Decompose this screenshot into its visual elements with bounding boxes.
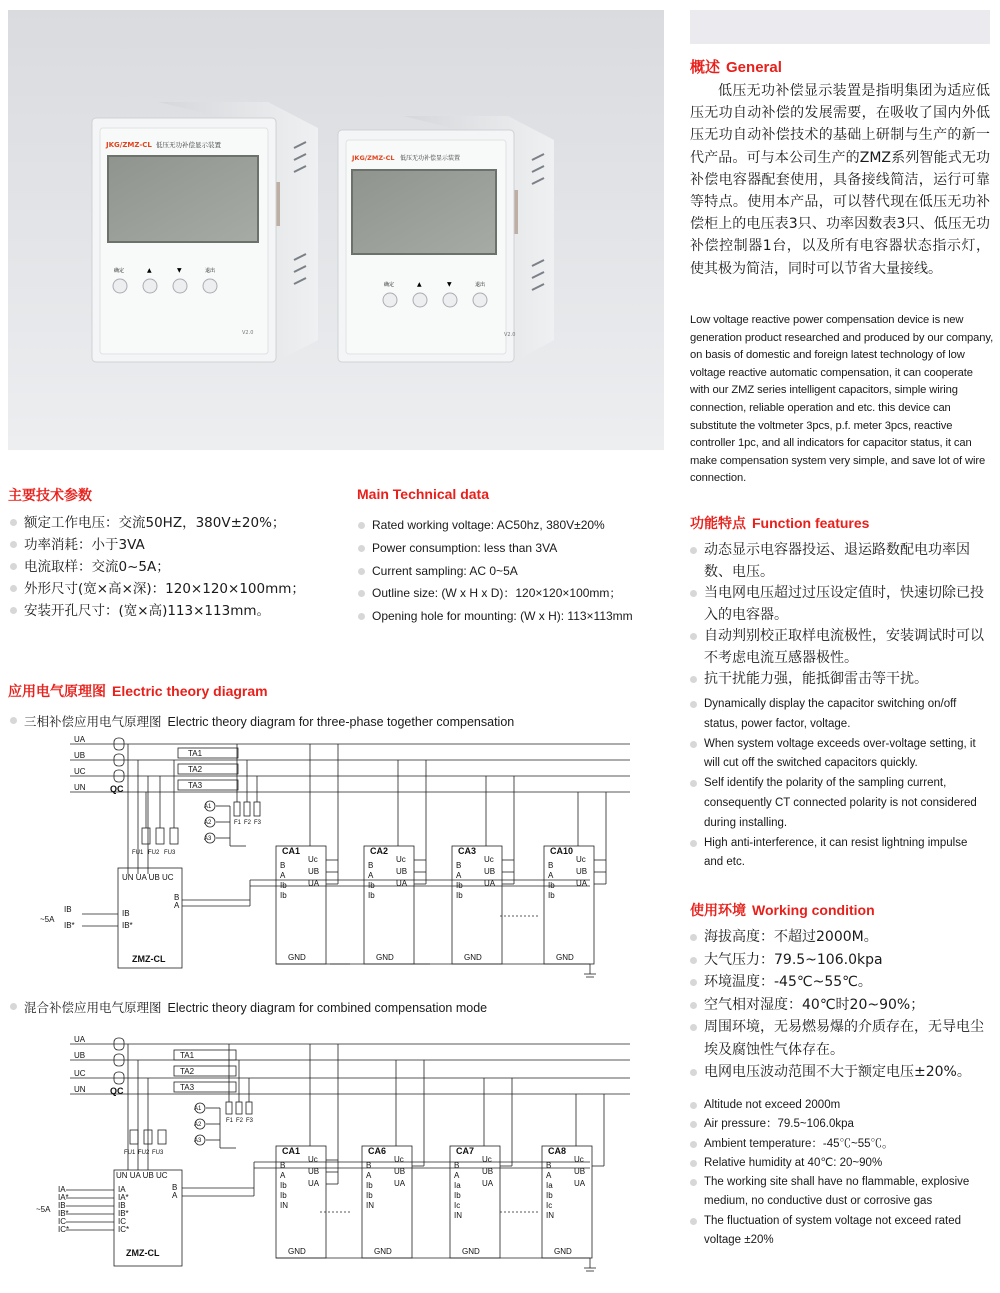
svg-text:IB*: IB* (122, 921, 133, 930)
list-item: 额定工作电压：交流50HZ，380V±20%； (8, 512, 348, 534)
svg-text:B: B (548, 861, 554, 870)
svg-text:Ib: Ib (280, 1181, 287, 1190)
list-item: Altitude not exceed 2000m (688, 1096, 988, 1115)
list-item: 周围环境，无易燃易爆的介质存在，无导电尘埃及腐蚀性气体存在。 (688, 1016, 992, 1061)
list-item: Current sampling: AC 0~5A (356, 560, 676, 583)
svg-text:TA1: TA1 (180, 1051, 195, 1060)
general-para-cn: 低压无功补偿显示装置是指明集团为适应低压无功自动补偿的发展需要，在吸收了国内外低压无功自动补偿技术的基础上研制与生产的新一代产品。可与本公司生产的ZMZ系列智能式无功补偿电容器配套使用，具备接线简洁，运行可靠等特点。使用本产品，可以替代现在低压无功补偿柜上的电压表3只、功率因数表3只、低压无功补偿控制器1台，以及所有电容器状态指示灯，使其极为简洁，同时可以节省大量接线。 (690, 83, 990, 277)
svg-text:UB: UB (396, 867, 408, 876)
svg-text:UB: UB (574, 1167, 586, 1176)
svg-text:确定: 确定 (114, 268, 125, 274)
svg-text:IA*: IA* (118, 1193, 129, 1202)
svg-text:IB: IB (58, 1201, 66, 1210)
svg-text:FU3: FU3 (152, 1150, 164, 1156)
svg-text:TA3: TA3 (188, 781, 203, 790)
list-item: 大气压力：79.5~106.0kpa (688, 949, 992, 972)
svg-text:Ib: Ib (280, 891, 287, 900)
svg-text:UB: UB (576, 867, 588, 876)
svg-text:确定: 确定 (384, 282, 395, 288)
svg-text:Ib: Ib (280, 1191, 287, 1200)
svg-text:UC: UC (74, 767, 86, 776)
svg-text:B: B (368, 861, 374, 870)
list-item: 环境温度：-45℃~55℃。 (688, 971, 992, 994)
svg-text:UN UA UB UC: UN UA UB UC (116, 1171, 168, 1180)
product-photo-drawing (8, 10, 664, 450)
svg-text:Ic: Ic (546, 1201, 553, 1210)
svg-text:QC: QC (110, 784, 124, 794)
svg-text:IN: IN (280, 1201, 288, 1210)
svg-text:UA: UA (576, 879, 588, 888)
svg-text:退出: 退出 (475, 282, 486, 288)
diagram2-caption: 混合补偿应用电气原理图 Electric theory diagram for combined compensation mode (8, 998, 487, 1016)
list-item: Power consumption: less than 3VA (356, 537, 676, 560)
tech-title-en: Main Technical data (357, 486, 489, 502)
svg-text:~5A: ~5A (40, 915, 55, 924)
svg-text:Uc: Uc (308, 1155, 318, 1164)
svg-text:TA2: TA2 (188, 765, 203, 774)
working-list-cn (688, 926, 992, 1084)
svg-text:CA1: CA1 (282, 1146, 301, 1156)
device-right-model: JKG/ZMZ-CL (352, 154, 395, 162)
svg-text:IA: IA (58, 1185, 66, 1194)
svg-text:IA: IA (118, 1185, 126, 1194)
svg-text:Ib: Ib (548, 891, 555, 900)
svg-text:B: B (456, 861, 462, 870)
svg-text:Ia: Ia (454, 1181, 461, 1190)
svg-text:IN: IN (366, 1201, 374, 1210)
svg-text:A: A (280, 1171, 286, 1180)
svg-text:UN: UN (74, 783, 86, 792)
diagram1-caption: 三相补偿应用电气原理图 Electric theory diagram for three-phase together compensation (8, 712, 514, 730)
svg-text:A3: A3 (204, 836, 212, 842)
list-item: Self identify the polarity of the sampling current, consequently CT connected polarity is not considered during installing. (688, 774, 988, 833)
list-item: Outline size: (W x H x D)：120×120×100mm； (356, 582, 676, 605)
svg-text:A: A (548, 871, 554, 880)
tech-list-cn (8, 512, 348, 622)
svg-text:F1: F1 (234, 820, 242, 826)
svg-text:Ic: Ic (454, 1201, 461, 1210)
device-right-name: 低压无功补偿显示装置 (400, 155, 461, 162)
list-item: 抗干扰能力强，能抵御雷击等干扰。 (688, 669, 992, 691)
svg-text:Uc: Uc (574, 1155, 584, 1164)
svg-text:UB: UB (308, 867, 320, 876)
svg-text:FU2: FU2 (148, 850, 160, 856)
svg-text:UN UA UB UC: UN UA UB UC (122, 873, 174, 882)
features-list-en (688, 695, 988, 873)
svg-text:UA: UA (574, 1179, 586, 1188)
list-item: Rated working voltage: AC50hz, 380V±20% (356, 514, 676, 537)
svg-text:B: B (454, 1161, 460, 1170)
features-list-cn (688, 540, 992, 691)
svg-text:Ib: Ib (366, 1191, 373, 1200)
svg-text:Ib: Ib (368, 891, 375, 900)
diagram1 (30, 734, 670, 984)
general-title: 概述 General (690, 58, 782, 76)
tech-list-en (356, 514, 676, 628)
tech-title-cn: 主要技术参数 (8, 488, 92, 504)
svg-text:▼: ▼ (447, 281, 452, 288)
svg-text:~5A: ~5A (36, 1205, 51, 1214)
svg-text:UB: UB (394, 1167, 406, 1176)
diagram2 (30, 1030, 670, 1280)
device-right (338, 116, 554, 362)
svg-text:UA: UA (74, 1035, 86, 1044)
svg-text:UA: UA (484, 879, 496, 888)
svg-text:A: A (366, 1171, 372, 1180)
svg-text:GND: GND (374, 1247, 392, 1256)
svg-text:Uc: Uc (484, 855, 494, 864)
svg-text:IB*: IB* (64, 921, 75, 930)
device-left (92, 102, 318, 362)
svg-text:F1: F1 (226, 1118, 234, 1124)
svg-text:F3: F3 (246, 1118, 254, 1124)
svg-text:Ib: Ib (454, 1191, 461, 1200)
svg-text:UA: UA (308, 1179, 320, 1188)
svg-text:IB: IB (118, 1201, 126, 1210)
list-item: 当电网电压超过过压设定值时，快速切除已投入的电容器。 (688, 583, 992, 626)
svg-text:F2: F2 (236, 1118, 244, 1124)
svg-text:A: A (546, 1171, 552, 1180)
svg-text:UB: UB (308, 1167, 320, 1176)
svg-text:B: B (280, 861, 286, 870)
svg-text:GND: GND (288, 953, 306, 962)
svg-text:FU1: FU1 (124, 1150, 136, 1156)
list-item: Dynamically display the capacitor switching on/off status, power factor, voltage. (688, 695, 988, 735)
list-item: 空气相对湿度：40℃时20~90%； (688, 994, 992, 1017)
svg-text:QC: QC (110, 1086, 124, 1096)
list-item: 电流取样：交流0~5A； (8, 556, 348, 578)
svg-text:FU1: FU1 (132, 850, 144, 856)
svg-text:TA2: TA2 (180, 1067, 195, 1076)
svg-text:F3: F3 (254, 820, 262, 826)
svg-text:A: A (172, 1191, 178, 1200)
svg-text:B: B (280, 1161, 286, 1170)
svg-text:IC: IC (58, 1217, 66, 1226)
svg-text:UB: UB (484, 867, 496, 876)
svg-text:退出: 退出 (205, 268, 216, 274)
list-item: Air pressure：79.5~106.0kpa (688, 1115, 988, 1134)
svg-text:IB: IB (122, 909, 130, 918)
list-item: 自动判别校正取样电流极性，安装调试时可以不考虑电流互感器极性。 (688, 626, 992, 669)
svg-text:Ib: Ib (368, 881, 375, 890)
list-item: When system voltage exceeds over-voltage setting, it will cut off the switched capacitors quickly. (688, 735, 988, 775)
svg-text:ZMZ-CL: ZMZ-CL (132, 954, 166, 964)
product-photo (8, 10, 664, 450)
svg-text:UA: UA (394, 1179, 406, 1188)
list-item: 电网电压波动范围不大于额定电压±20%。 (688, 1061, 992, 1084)
svg-text:CA1: CA1 (282, 846, 301, 856)
svg-text:GND: GND (554, 1247, 572, 1256)
svg-text:A: A (454, 1171, 460, 1180)
list-item: High anti-interference, it can resist lightning impulse and etc. (688, 834, 988, 874)
svg-text:Ib: Ib (456, 891, 463, 900)
svg-text:CA2: CA2 (370, 846, 389, 856)
svg-text:GND: GND (288, 1247, 306, 1256)
svg-text:A2: A2 (194, 1122, 202, 1128)
list-item: Relative humidity at 40℃: 20~90% (688, 1154, 988, 1173)
svg-text:ZMZ-CL: ZMZ-CL (126, 1248, 160, 1258)
svg-text:Uc: Uc (308, 855, 318, 864)
svg-text:CA3: CA3 (458, 846, 477, 856)
svg-text:UB: UB (74, 751, 86, 760)
svg-text:IA*: IA* (58, 1193, 69, 1202)
list-item: Ambient temperature：-45℃~55℃。 (688, 1135, 988, 1154)
svg-text:▲: ▲ (147, 267, 152, 274)
svg-text:FU2: FU2 (138, 1150, 150, 1156)
svg-text:Uc: Uc (482, 1155, 492, 1164)
svg-text:Uc: Uc (394, 1155, 404, 1164)
svg-text:Ib: Ib (546, 1191, 553, 1200)
svg-text:A: A (280, 871, 286, 880)
device-left-name: 低压无功补偿显示装置 (156, 141, 221, 149)
svg-text:A3: A3 (194, 1138, 202, 1144)
svg-text:A: A (368, 871, 374, 880)
list-item: 安装开孔尺寸：(宽×高)113×113mm。 (8, 600, 348, 622)
svg-text:IC*: IC* (58, 1225, 70, 1234)
svg-text:A1: A1 (194, 1106, 202, 1112)
svg-text:A1: A1 (204, 804, 212, 810)
svg-text:V2.0: V2.0 (504, 332, 516, 338)
svg-text:IB: IB (64, 905, 72, 914)
svg-text:▼: ▼ (177, 267, 182, 274)
svg-text:CA8: CA8 (548, 1146, 567, 1156)
svg-text:V2.0: V2.0 (242, 330, 254, 336)
list-item: 海拔高度：不超过2000M。 (688, 926, 992, 949)
svg-text:UC: UC (74, 1069, 86, 1078)
svg-text:UN: UN (74, 1085, 86, 1094)
svg-text:Ib: Ib (456, 881, 463, 890)
svg-text:CA7: CA7 (456, 1146, 475, 1156)
svg-text:GND: GND (556, 953, 574, 962)
device-left-model: JKG/ZMZ-CL (106, 141, 152, 149)
svg-text:IN: IN (454, 1211, 462, 1220)
svg-text:B: B (366, 1161, 372, 1170)
svg-text:CA10: CA10 (550, 846, 574, 856)
svg-text:Ib: Ib (280, 881, 287, 890)
svg-text:IB*: IB* (118, 1209, 129, 1218)
list-item: 动态显示电容器投运、退运路数配电功率因数、电压。 (688, 540, 992, 583)
svg-text:Uc: Uc (396, 855, 406, 864)
general-para-en: Low voltage reactive power compensation device is new generation product researched and produced by our company, on basis of domestic and foreign latest technology of low voltage reactive automatic compensation, it can cooperate with our ZMZ series intelligent capacitors, simple wiring connection, reliable operation and etc. this device can substitute the voltmeter 3pcs, p.f. meter 3pcs, reactive controller 1pc, and all indicators for capacitor status, it can make compensation system very simple, and save lot of wire connection. (690, 314, 994, 485)
svg-text:GND: GND (464, 953, 482, 962)
svg-text:GND: GND (376, 953, 394, 962)
list-item: The working site shall have no flammable, explosive medium, no conductive dust or corrosive gas (688, 1173, 988, 1212)
svg-text:B: B (174, 893, 180, 902)
svg-text:A2: A2 (204, 820, 212, 826)
svg-text:UB: UB (74, 1051, 86, 1060)
svg-text:FU3: FU3 (164, 850, 176, 856)
working-title: 使用环境 Working condition (690, 902, 875, 919)
svg-text:UB: UB (482, 1167, 494, 1176)
svg-text:Ia: Ia (546, 1181, 553, 1190)
svg-text:Ib: Ib (548, 881, 555, 890)
svg-text:TA3: TA3 (180, 1083, 195, 1092)
working-list-en (688, 1096, 988, 1250)
svg-text:UA: UA (74, 735, 86, 744)
svg-text:CA6: CA6 (368, 1146, 387, 1156)
diagram-title: 应用电气原理图 Electric theory diagram (8, 683, 268, 700)
svg-text:UA: UA (396, 879, 408, 888)
svg-text:Ib: Ib (366, 1181, 373, 1190)
svg-text:UA: UA (482, 1179, 494, 1188)
svg-text:F2: F2 (244, 820, 252, 826)
list-item: Opening hole for mounting: (W x H): 113×113mm (356, 605, 676, 628)
svg-text:IN: IN (546, 1211, 554, 1220)
svg-text:IC: IC (118, 1217, 126, 1226)
svg-text:▲: ▲ (417, 281, 422, 288)
svg-text:B: B (172, 1183, 178, 1192)
list-item: 外形尺寸(宽×高×深)：120×120×100mm； (8, 578, 348, 600)
svg-text:Uc: Uc (576, 855, 586, 864)
svg-text:B: B (546, 1161, 552, 1170)
list-item: 功率消耗：小于3VA (8, 534, 348, 556)
svg-text:UA: UA (308, 879, 320, 888)
svg-text:IB*: IB* (58, 1209, 69, 1218)
svg-text:IC*: IC* (118, 1225, 130, 1234)
svg-text:TA1: TA1 (188, 749, 203, 758)
header-bar (690, 10, 990, 44)
svg-text:A: A (456, 871, 462, 880)
list-item: The fluctuation of system voltage not exceed rated voltage ±20% (688, 1212, 988, 1251)
features-title: 功能特点 Function features (690, 515, 870, 532)
svg-text:GND: GND (462, 1247, 480, 1256)
svg-text:A: A (174, 901, 180, 910)
